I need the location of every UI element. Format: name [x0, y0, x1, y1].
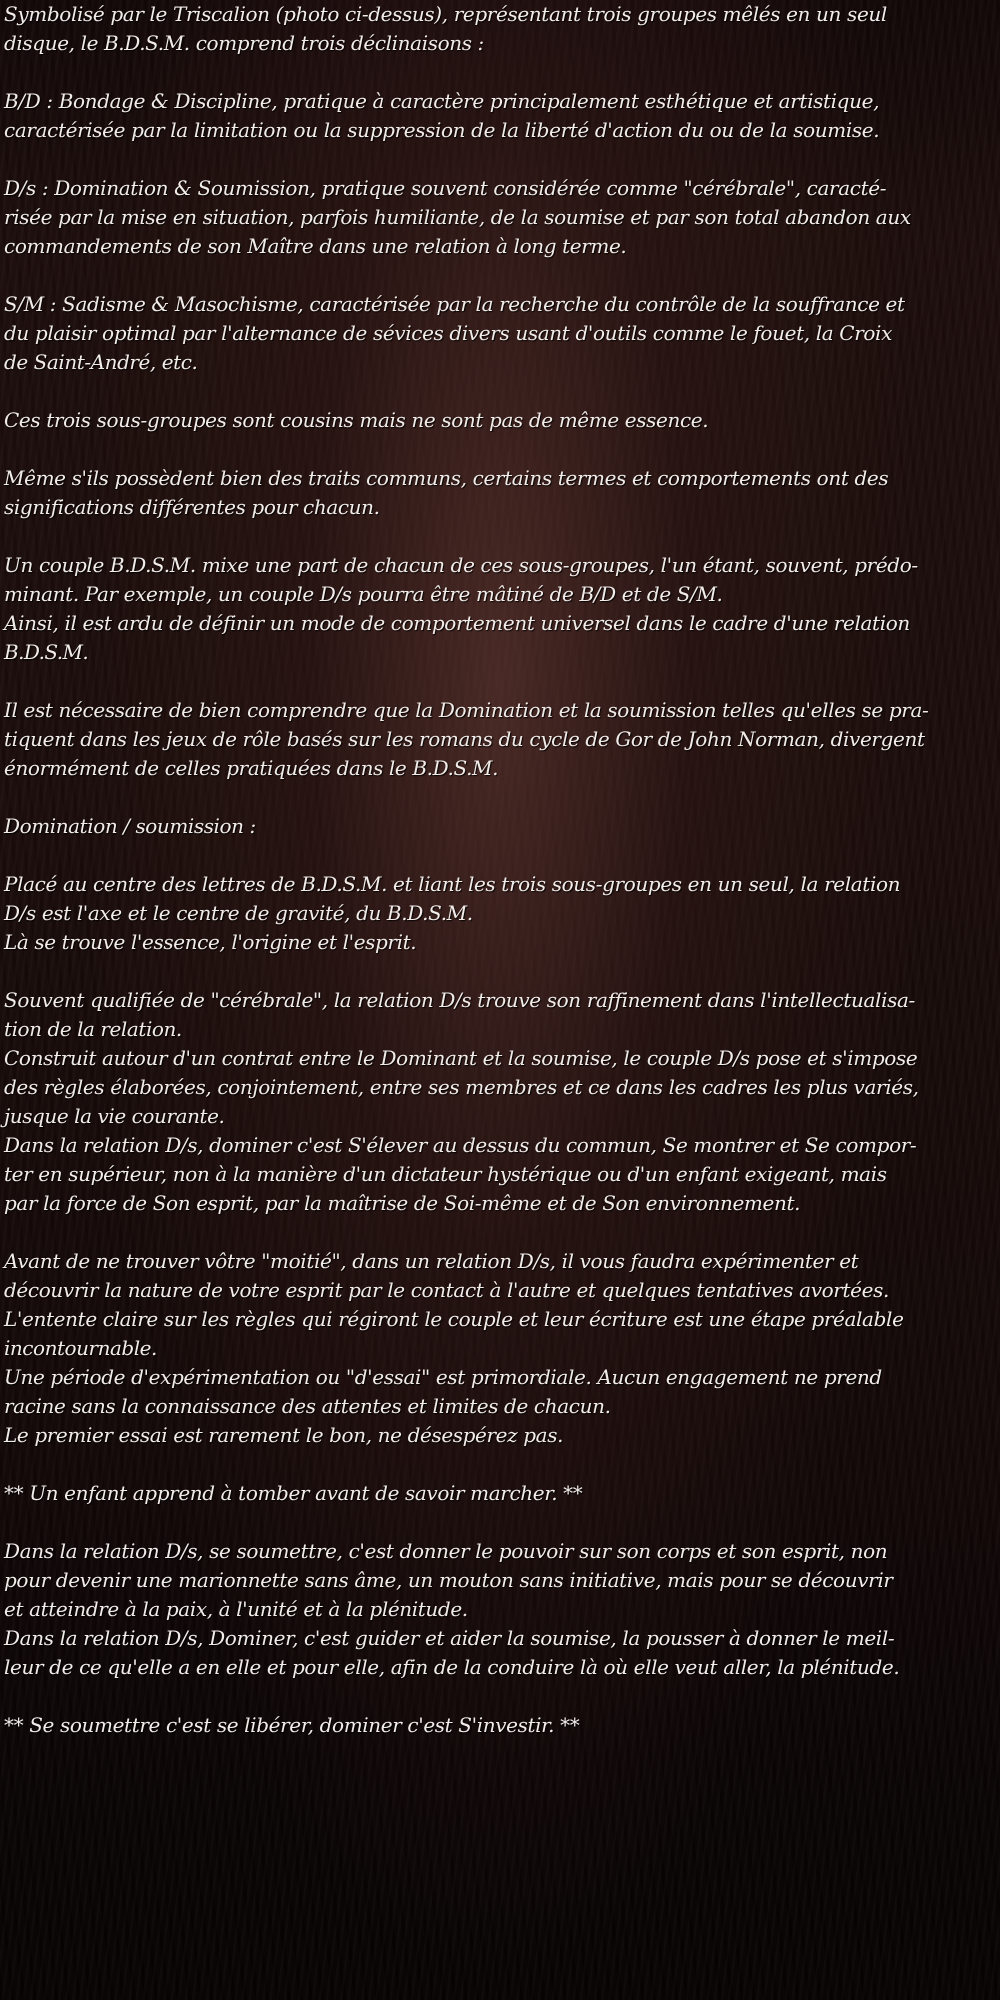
- text-paragraph: [4, 870, 996, 957]
- text-line: Symbolisé par le Triscalion (photo ci-dessus), représentant trois groupes mêlés en un seul: [4, 2, 887, 26]
- text-line: et atteindre à la paix, à l'unité et à la plénitude.: [4, 1597, 468, 1621]
- text-line: risée par la mise en situation, parfois humiliante, de la soumise et par son total abandon aux: [4, 205, 911, 229]
- text-paragraph: [4, 406, 996, 435]
- text-paragraph: [4, 551, 996, 667]
- text-line: Là se trouve l'essence, l'origine et l'esprit.: [4, 930, 417, 954]
- text-paragraph: [4, 986, 996, 1218]
- text-line: tiquent dans les jeux de rôle basés sur les romans du cycle de Gor de John Norman, divergent: [4, 727, 925, 751]
- text-paragraph: [4, 1537, 996, 1682]
- text-paragraph: [4, 696, 996, 783]
- text-paragraph: [4, 290, 996, 377]
- text-line: découvrir la nature de votre esprit par le contact à l'autre et quelques tentatives avortées.: [4, 1278, 889, 1302]
- text-line: ** Se soumettre c'est se libérer, dominer c'est S'investir. **: [4, 1713, 580, 1737]
- text-line: ter en supérieur, non à la manière d'un dictateur hystérique ou d'un enfant exigeant, mais: [4, 1162, 887, 1186]
- text-line: Dans la relation D/s, dominer c'est S'élever au dessus du commun, Se montrer et Se compor-: [4, 1133, 917, 1157]
- text-paragraph: [4, 0, 996, 58]
- text-line: des règles élaborées, conjointement, entre ses membres et ce dans les cadres les plus variés,: [4, 1075, 919, 1099]
- text-line: tion de la relation.: [4, 1017, 182, 1041]
- text-line: du plaisir optimal par l'alternance de sévices divers usant d'outils comme le fouet, la Croix: [4, 321, 892, 345]
- text-line: énormément de celles pratiquées dans le B.D.S.M.: [4, 756, 499, 780]
- text-line: B.D.S.M.: [4, 640, 89, 664]
- text-line: de Saint-André, etc.: [4, 350, 198, 374]
- text-paragraph: [4, 174, 996, 261]
- text-line: D/s est l'axe et le centre de gravité, du B.D.S.M.: [4, 901, 473, 925]
- text-line: Construit autour d'un contrat entre le Dominant et la soumise, le couple D/s pose et s'impose: [4, 1046, 918, 1070]
- text-line: ** Un enfant apprend à tomber avant de savoir marcher. **: [4, 1481, 583, 1505]
- text-line: racine sans la connaissance des attentes et limites de chacun.: [4, 1394, 611, 1418]
- text-line: incontournable.: [4, 1336, 157, 1360]
- text-paragraph: [4, 1711, 996, 1740]
- article-text: [4, 0, 996, 1769]
- text-paragraph: [4, 1479, 996, 1508]
- text-line: S/M : Sadisme & Masochisme, caractérisée par la recherche du contrôle de la souffrance et: [4, 292, 905, 316]
- text-line: leur de ce qu'elle a en elle et pour elle, afin de la conduire là où elle veut aller, la plénitude.: [4, 1655, 900, 1679]
- text-paragraph: [4, 1247, 996, 1450]
- text-line: par la force de Son esprit, par la maîtrise de Soi-même et de Son environnement.: [4, 1191, 801, 1215]
- text-line: Une période d'expérimentation ou "d'essai" est primordiale. Aucun engagement ne prend: [4, 1365, 882, 1389]
- text-paragraph: [4, 812, 996, 841]
- text-line: Dans la relation D/s, se soumettre, c'est donner le pouvoir sur son corps et son esprit, non: [4, 1539, 888, 1563]
- text-line: Ces trois sous-groupes sont cousins mais ne sont pas de même essence.: [4, 408, 709, 432]
- text-line: Le premier essai est rarement le bon, ne désespérez pas.: [4, 1423, 564, 1447]
- text-line: Souvent qualifiée de "cérébrale", la relation D/s trouve son raffinement dans l'intellectualisa-: [4, 988, 915, 1012]
- text-line: Ainsi, il est ardu de définir un mode de comportement universel dans le cadre d'une relation: [4, 611, 910, 635]
- text-paragraph: [4, 87, 996, 145]
- text-line: significations différentes pour chacun.: [4, 495, 380, 519]
- text-line: pour devenir une marionnette sans âme, un mouton sans initiative, mais pour se découvrir: [4, 1568, 893, 1592]
- text-line: D/s : Domination & Soumission, pratique souvent considérée comme "cérébrale", caracté-: [4, 176, 887, 200]
- text-line: L'entente claire sur les règles qui régiront le couple et leur écriture est une étape préalable: [4, 1307, 904, 1331]
- text-line: Un couple B.D.S.M. mixe une part de chacun de ces sous-groupes, l'un étant, souvent, prédo-: [4, 553, 918, 577]
- text-line: disque, le B.D.S.M. comprend trois déclinaisons :: [4, 31, 484, 55]
- text-line: jusque la vie courante.: [4, 1104, 225, 1128]
- text-line: commandements de son Maître dans une relation à long terme.: [4, 234, 627, 258]
- text-line: B/D : Bondage & Discipline, pratique à caractère principalement esthétique et artistique,: [4, 89, 880, 113]
- text-line: Il est nécessaire de bien comprendre que la Domination et la soumission telles qu'elles se pra-: [4, 698, 929, 722]
- text-line: minant. Par exemple, un couple D/s pourra être mâtiné de B/D et de S/M.: [4, 582, 723, 606]
- text-line: Même s'ils possèdent bien des traits communs, certains termes et comportements ont des: [4, 466, 889, 490]
- text-line: Placé au centre des lettres de B.D.S.M. et liant les trois sous-groupes en un seul, la relation: [4, 872, 901, 896]
- text-paragraph: [4, 464, 996, 522]
- text-line: caractérisée par la limitation ou la suppression de la liberté d'action du ou de la soumise.: [4, 118, 880, 142]
- text-line: Dans la relation D/s, Dominer, c'est guider et aider la soumise, la pousser à donner le meil-: [4, 1626, 895, 1650]
- text-line: Avant de ne trouver vôtre "moitié", dans un relation D/s, il vous faudra expérimenter et: [4, 1249, 859, 1273]
- text-line: Domination / soumission :: [4, 814, 256, 838]
